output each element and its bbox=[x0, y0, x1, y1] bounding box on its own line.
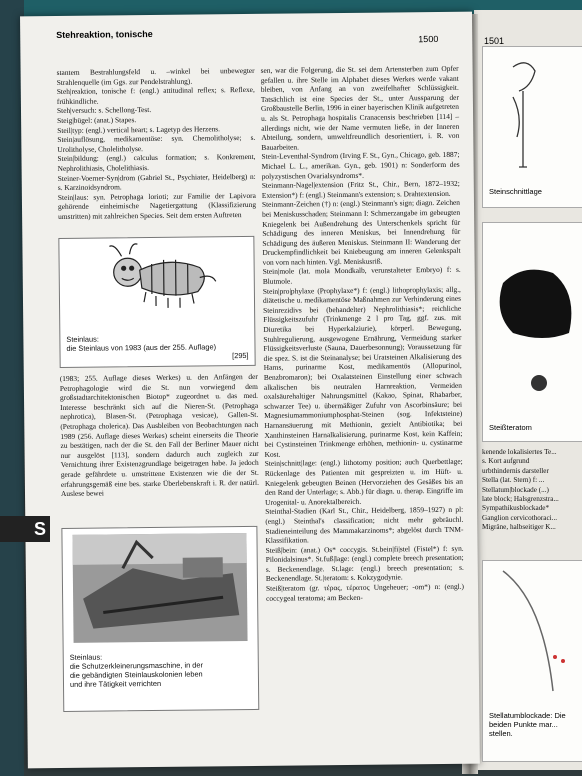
entry: Steh|reaktion, tonische f: (engl.) attitudinal reflex; s. Reflexe, frühkindliche. bbox=[56, 85, 255, 106]
entry: Steiner-Voerner-Syn|drom (Gabriel St., Psychiater, Heidelberg) n: s. Karzinoidsyndrom. bbox=[57, 171, 256, 193]
entry: Stein|laus: syn. Petrophaga lorioti; zur Familie der Lapivora gehörende einheimische Nagetiergattung (Klassifizierung umstritten) mit zahlreichen Species. Seit dem ersten Auftreten bbox=[57, 190, 257, 221]
figure-caption: Steinlaus: die Steinlaus von 1983 (aus der 255. Auflage) bbox=[66, 334, 217, 353]
figure-reference: [295] bbox=[232, 350, 249, 361]
figure-stellatumblockade bbox=[482, 560, 582, 762]
running-header: Stehreaktion, tonische bbox=[56, 28, 153, 40]
column-1-continued: (1983; 255. Auflage dieses Werkes) u. den Anfängen der Petrophagologie wird die St. nun vorwiegend dem großstadtarchitektonischen Biotop* zugeordnet u. das med. Interesse beschränkt sich auf die Nieren-St. (Petrophaga nephrotica), Blasen-St. (Petrophaga vesicae), Gallen-St. (Petrophaga cholerica). Das Ausbleiben von Beobachtungen nach 1989 (256. Auflage dieses Werkes) scheint einerseits die Theorie zu bestätigen, nach der die St. den Fall der Berliner Mauer nicht nur ausgelöst [113], sondern dadurch auch zugleich zur Vernichtung ihrer Existenzgrundlage beigetragen habe. Ja jedoch gerade gefährdete u. umstrittene Existenzen wie die der St. erfahrungsgemäß eine bes. starke Überlebenskraft i. R. der natürl. Auslese bewei bbox=[59, 371, 259, 499]
machine-photo bbox=[62, 527, 257, 649]
neck-illustration bbox=[483, 561, 582, 701]
figure-caption: Steinschnittlage bbox=[489, 187, 542, 196]
figure-steinlaus-machine bbox=[61, 526, 259, 712]
page-number: 1500 bbox=[418, 33, 439, 45]
column-1 bbox=[57, 66, 257, 222]
figure-caption: Steinlaus: die Schutzerkleinerungsmaschine, in der die gebändigten Steinlauskolonien leben und ihre Tätigkeit verrichten bbox=[69, 652, 203, 689]
right-page-number: 1501 bbox=[484, 36, 505, 46]
entry: Stein|auflösung, medikamentöse: syn. Chemolitholyse; s. Urolitholyse, Cholelitholyse. bbox=[57, 133, 256, 154]
figure-steissteratom bbox=[482, 222, 582, 442]
steinlaus-illustration bbox=[59, 237, 254, 329]
entry: stantem Bestrahlungsfeld u. –winkel bei unbewegter Strahlenquelle (im Ggs. zur Pendelstrahlung). bbox=[56, 65, 255, 87]
entry: Stein|bildung: (engl.) calculus formation; s. Konkrement, Nephrolithiasis, Cholelithiasis. bbox=[57, 152, 256, 173]
figure-steinlaus-drawing bbox=[58, 236, 255, 368]
entry: Steig|bügel: (anat.) Stapes. bbox=[57, 115, 137, 125]
right-column-text: kenende lokalisiertes Te... s. Kort aufgrund urbthindernis darsteller Stella (lat. Stern) f: ... Stellatum|blockade (...) late block; Halsgrenzstra... Sympathikusblockade* Ganglion cervicothoraci... Migräne, halbseitiger K... bbox=[482, 448, 559, 532]
section-tab: S bbox=[0, 516, 50, 542]
entry: Steil|typ: (engl.) vertical heart; s. Lagetyp des Herzens. bbox=[57, 123, 221, 135]
figure-caption: Steißteratom bbox=[489, 423, 532, 432]
figure-caption: Stellatumblockade: Die beiden Punkte mar... stellen. bbox=[489, 711, 566, 738]
left-page bbox=[20, 12, 480, 769]
teratoma-photo bbox=[483, 223, 582, 413]
figure-steinschnittlage bbox=[482, 46, 582, 208]
lithotomy-illustration bbox=[483, 47, 582, 177]
entry: Steh|versuch: s. Schellong-Test. bbox=[56, 105, 152, 116]
column-2: sen, war die Folgerung, die St. sei dem Artensterben zum Opfer gefallen u. ihre Stelle im Alphabet dieses Werkes werde vakant bleiben, von Anfang an von zweifelhafter Schlüssigkeit. Tatsächlich ist eine Species der St., unter Aussparung der Großbaustelle Berlin, 1996 in einer bayerischen Klinik aufgetreten u. als St. Petrophaga hospitalis Cranacensis beschrieben [114] – allerdings nicht, wie der Name vermuten ließe, in der Inneren Abteilung, sondern, umweltfreundlich desorientiert, i. R. von Bauarbeiten. Stein-Leventhal-Syndrom (Irving F. St., Gyn., Chicago, geb. 1887; Michael L. L., amerikan. Gyn., geb. 1901) n: Sonderform des polyzystischen Ovarialsyndroms*. Steinmann-Nagel|extension (Fritz St., Chir., Bern, 1872–1932; Extension*) f: (engl.) Steinmann's extension; s. Drahtextension. Steinmann-Zeichen (†) n: (engl.) Steinmann's sign; diagn. Zeichen bei Meniskusschaden; Steinmann I: Schmerzangabe im gebeugten Kniegelenk bei Außendrehung des Unterschenkels spricht für Schädigung des inneren Meniskus, bei Innendrehung für Schädigung des äußeren Meniskus. Steinmann II: Wanderung der Druckempfindlichkeit bei Kniebeugung am inneren Gelenkspalt von vorn nach hinten. Vgl. Meniskusriß. Stein|mole (lat. mola Mondkalb, verunstalteter Embryo) f: s. Blutmole. Stein|pro|phylaxe (Prophylaxe*) f: (engl.) lithoprophylaxis; allg., diätetische u. medikamentöse Maßnahmen zur Verhinderung eines Steinrezidivs bei (behandelter) Nephrolithiasis*; reichliche Flüssigkeitszufuhr (Trinkmenge 2 l pro Tag, ggf. zus. mit Diuretika bei Hyperkalziurie), körperl. Bewegung, Stuhlregulierung, ausgewogene Ernährung, Vermeidung starker Flüssigkeitsverluste (Sauna, Dauerbesonnung); Voraussetzung für die spez. S. ist die Steinanalyse; bei Uratsteinen Alkalisierung des Harns, purinarme Kost, medikamentös (Allopurinol, Benzbromaron); bei Oxalatsteinen Einstellung einer schwach alkalischen bis neutralen Harnreaktion, Vermeiden oxalsäurehaltiger Nahrungsmittel (Kakao, Spinat, Rhabarber, schwarzer Tee) u. übermäßiger Zufuhr von Ascorbinsäure; bei Magnesiumammoniumphosphat-Steinen (sog. Infektsteine) Harnansäuerung mit Methionin, gezielt Antibiotika; bei Xanthinsteinen Harnalkalisierung, purinarme Kost, kein Kaffein; bei Cystinsteinen Trinkmenge erhöhen, methionin- u. cystinarme Kost. Stein|schnitt|lage: (engl.) lithotomy position; auch Querbettlage; Rückenlage des Patienten mit gespreizten u. im Hüft- u. Kniegelenk gebeugten Beinen (Hervorziehen des Gesäßes bis an den Rand der Unterlage; s. Abb.) für diagn. u. therap. Eingriffe im Urogenital- u. Anorektalbereich. Steinthal-Stadien (Karl St., Chir., Heidelberg, 1859–1927) n pl: (engl.) Steinthal's classification; nicht mehr gebräuchl. Stadieneinteilung des Mammakarzinoms*; abgelöst durch TNM-Klassifikation. Steiß|bein: (anat.) Os* coccygis. St.bein|fi|stel (Fistel*) f: syn. Pilonidalsinus*. St.fuß|lage: (engl.) complete breech presentation; s. Beckenendlage. St.lage: (engl.) breech presentation; s. Beckenendlage. St.|teratom: s. Kokzygodynie. Steiß|teratom (gr. τέρας, τέρατος Ungeheuer; -om*) n: (engl.) coccygeal teratoma; am Becken- bbox=[260, 63, 465, 603]
